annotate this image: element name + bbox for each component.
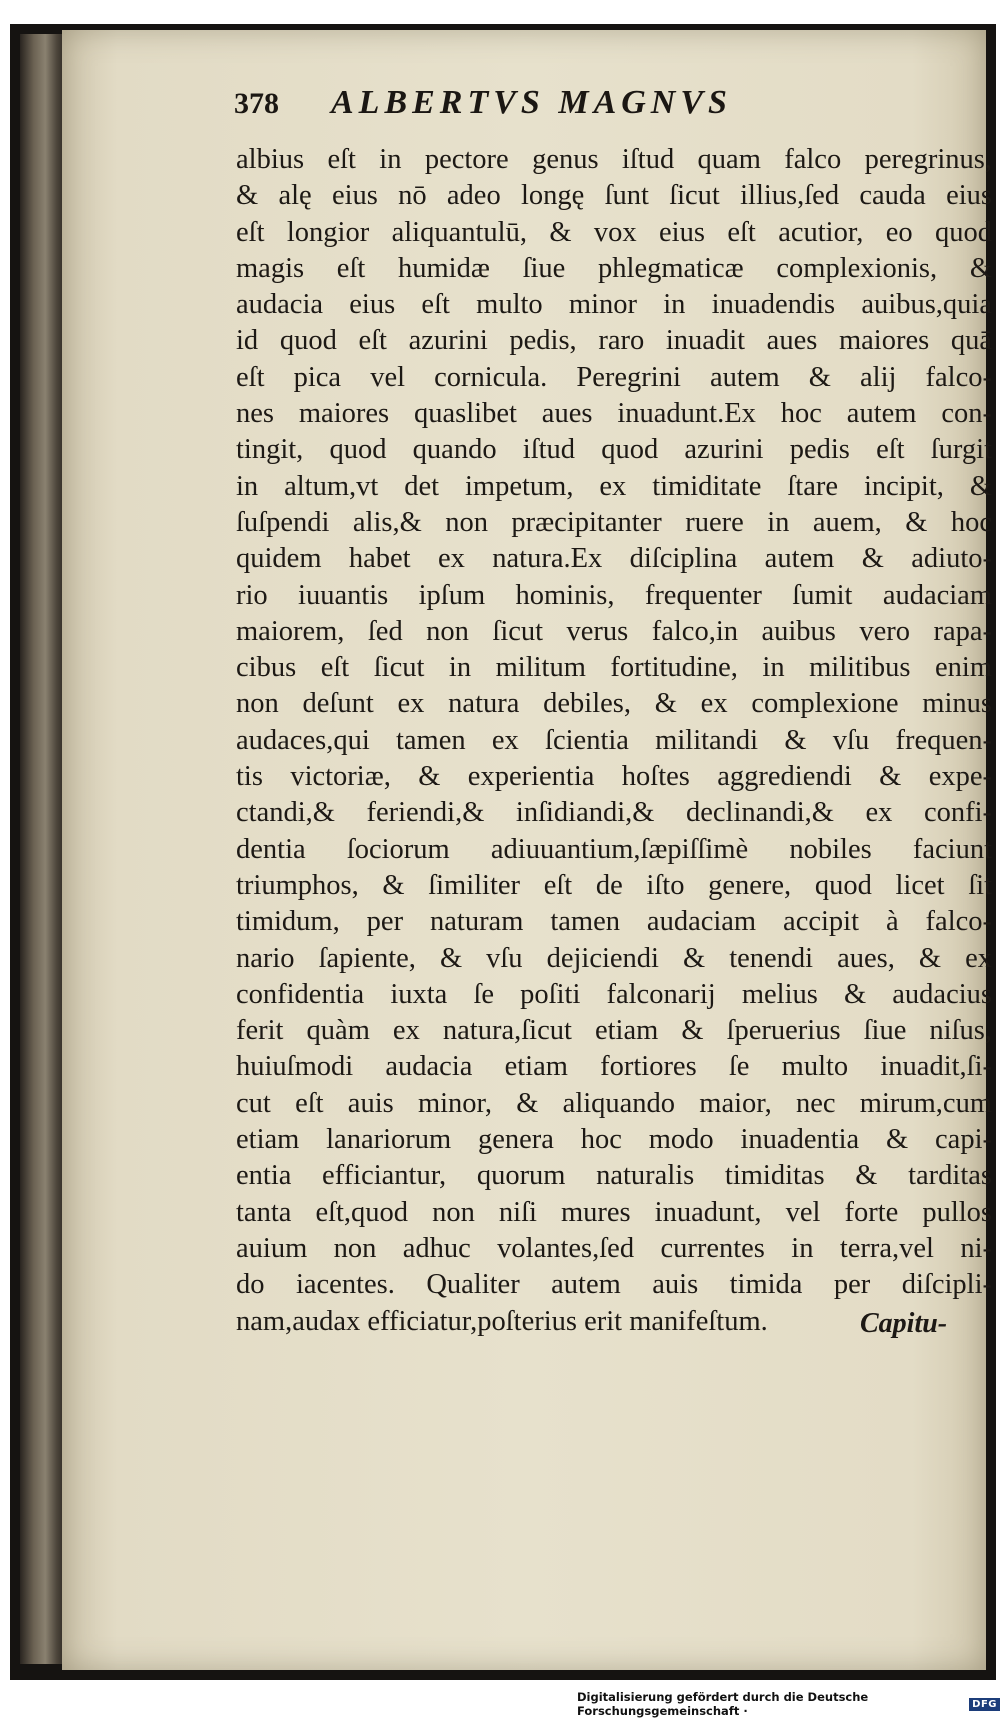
running-head: ALBERTVS MAGNVS [331, 84, 732, 121]
text-line: id quod eſt azurini pedis, raro inuadit aues maiores quā [236, 325, 992, 357]
text-line: nam,audax efficiatur,poſterius erit manifeſtum. [236, 1305, 768, 1337]
catchword: Capitu- [860, 1308, 948, 1339]
text-line: tis victoriæ, & experientia hoſtes aggrediendi & expe- [236, 761, 992, 793]
text-line: rio iuuantis ipſum hominis, frequenter ſumit audaciam [236, 579, 992, 611]
text-line: entia efficiantur, quorum naturalis timiditas & tarditas [236, 1160, 992, 1192]
credit-text: Digitalisierung gefördert durch die Deutsche Forschungsgemeinschaft · [577, 1690, 869, 1718]
dfg-logo: DFG [969, 1698, 1000, 1711]
book-spine-edge [20, 34, 66, 1664]
text-line: auium non adhuc volantes,ſed currentes in terra,vel ni- [236, 1232, 992, 1264]
text-line: nes maiores quaslibet aues inuadunt.Ex hoc autem con- [236, 398, 992, 430]
text-line: tanta eſt,quod non niſi mures inuadunt, vel forte pullos [236, 1196, 992, 1228]
page-header [234, 84, 934, 140]
body-text [236, 142, 992, 1340]
text-line: audaces,qui tamen ex ſcientia militandi & vſu frequen- [236, 724, 992, 756]
text-line: cibus eſt ſicut in militum fortitudine, in militibus enim [236, 652, 992, 684]
text-line: etiam lanariorum genera hoc modo inuadentia & capi- [236, 1124, 992, 1156]
text-line: non deſunt ex natura debiles, & ex complexione minus [236, 688, 992, 720]
text-line: confidentia iuxta ſe poſiti falconarij melius & audacius [236, 978, 992, 1010]
text-line: quidem habet ex natura.Ex diſciplina autem & adiuto- [236, 543, 992, 575]
text-line: eſt pica vel cornicula. Peregrini autem & alij falco- [236, 361, 992, 393]
text-line: do iacentes. Qualiter autem auis timida per diſcipli- [236, 1269, 992, 1301]
text-line: maiorem, ſed non ſicut verus falco,in auibus vero rapa- [236, 615, 992, 647]
page-number: 378 [234, 87, 279, 120]
text-line: tingit, quod quando iſtud quod azurini pedis eſt ſurgit [236, 434, 992, 466]
text-line: timidum, per naturam tamen audaciam accipit à falco- [236, 906, 992, 938]
text-line: & alę eius nō adeo longę ſunt ſicut illius,ſed cauda eius [236, 180, 992, 212]
text-line: dentia ſociorum adiuuantium,ſæpiſſimè nobiles faciunt [236, 833, 992, 865]
text-line: ferit quàm ex natura,ſicut etiam & ſperuerius ſiue niſus, [236, 1015, 992, 1047]
text-line: albius eſt in pectore genus iſtud quam falco peregrinus, [236, 144, 992, 175]
text-line: ſuſpendi alis,& non præcipitanter ruere in auem, & hoc [236, 506, 992, 538]
text-line: audacia eius eſt multo minor in inuadendis auibus,quia [236, 289, 992, 321]
digitization-credit [577, 1690, 1000, 1718]
text-line: magis eſt humidæ ſiue phlegmaticæ complexionis, & [236, 252, 992, 284]
text-line: ctandi,& feriendi,& inſidiandi,& declinandi,& ex confi- [236, 797, 992, 829]
text-line: triumphos, & ſimiliter eſt de iſto genere, quod licet ſit [236, 869, 992, 901]
text-line: huiuſmodi audacia etiam fortiores ſe multo inuadit,ſi- [236, 1051, 992, 1083]
text-line: in altum,vt det impetum, ex timiditate ſtare incipit, & [236, 470, 992, 502]
text-line: nario ſapiente, & vſu dejiciendi & tenendi aues, & ex [236, 942, 992, 974]
text-line: cut eſt auis minor, & aliquando maior, nec mirum,cum [236, 1087, 992, 1119]
text-line: eſt longior aliquantulū, & vox eius eſt acutior, eo quod [236, 216, 992, 248]
